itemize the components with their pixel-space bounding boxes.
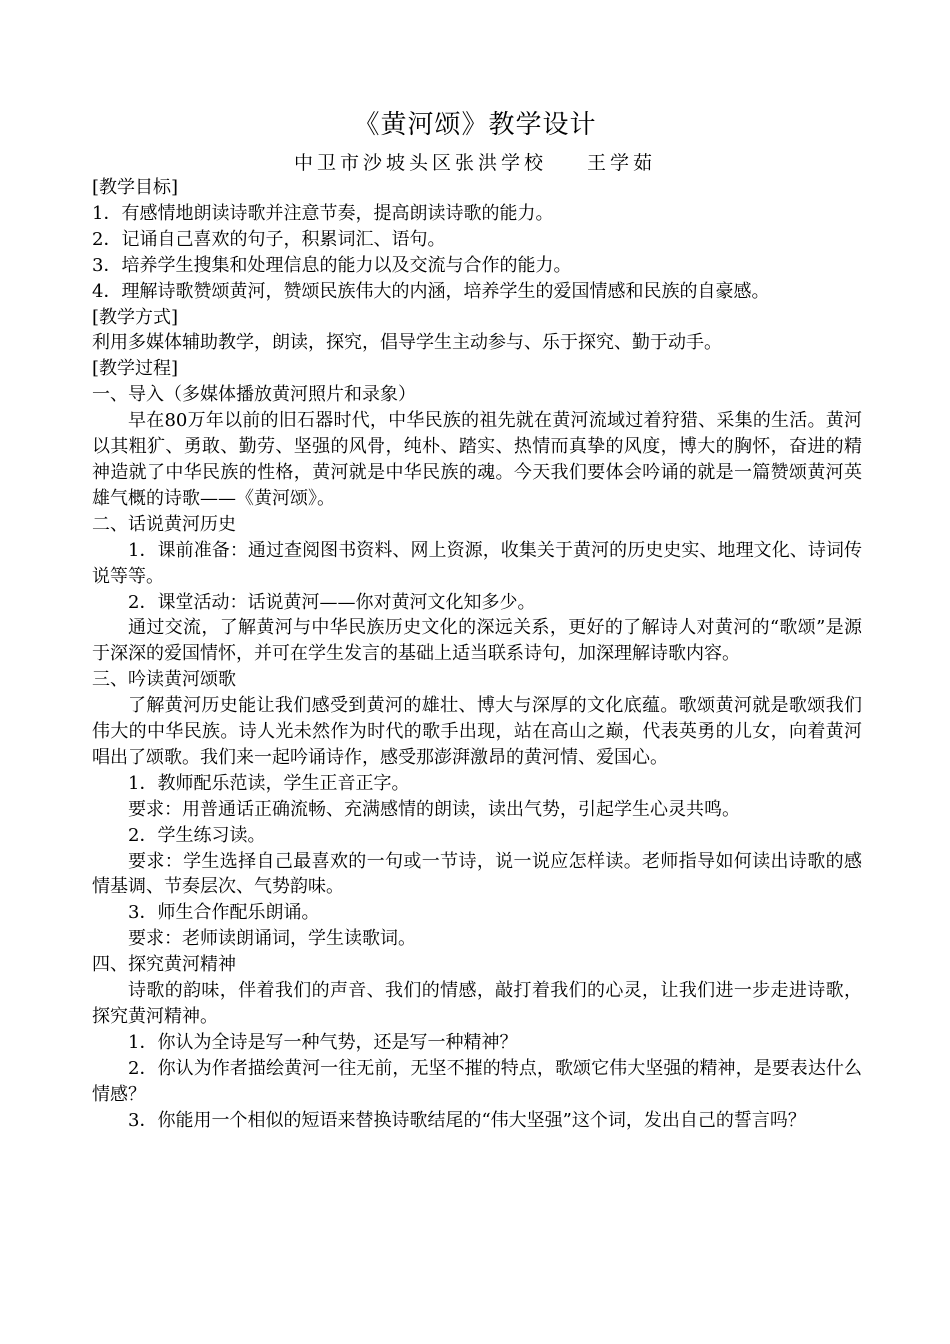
paragraph: [教学目标] xyxy=(92,177,179,198)
document-title: 《黄河颂》教学设计 xyxy=(353,110,597,140)
paragraph: 早在80万年以前的旧石器时代，中华民族的祖先就在黄河流域过着狩猎、采集的生活。黄河以其粗犷、勇敢、勤劳、坚强的风骨，纯朴、踏实、热情而真挚的风度，博大的胸怀，奋进的精神造就了中华民族的性格，黄河就是中华民族的魂。今天我们要体会吟诵的就是一篇赞颂黄河英雄气概的诗歌——《黄河颂》。 xyxy=(92,410,862,509)
paragraph: 了解黄河历史能让我们感受到黄河的雄壮、博大与深厚的文化底蕴。歌颂黄河就是歌颂我们伟大的中华民族。诗人光未然作为时代的歌手出现，站在高山之巅，代表英勇的儿女，向着黄河唱出了颂歌。我们来一起吟诵诗作，感受那澎湃激昂的黄河情、爱国心。 xyxy=(92,695,862,768)
paragraph: 三、吟读黄河颂歌 xyxy=(92,669,236,691)
paragraph: 2．课堂活动：话说黄河——你对黄河文化知多少。 xyxy=(128,591,536,613)
paragraph: 3．你能用一个相似的短语来替换诗歌结尾的“伟大坚强”这个词，发出自己的誓言吗？ xyxy=(128,1109,806,1131)
paragraph: 2．记诵自己喜欢的句子，积累词汇、语句。 xyxy=(92,228,446,250)
paragraph: 1．你认为全诗是写一种气势，还是写一种精神？ xyxy=(128,1031,518,1053)
paragraph: 要求：老师读朗诵词，学生读歌词。 xyxy=(128,928,416,950)
author-name: 王学茹 xyxy=(587,152,657,174)
paragraph: 1．课前准备：通过查阅图书资料、网上资源，收集关于黄河的历史史实、地理文化、诗词传说等等。 xyxy=(92,539,862,587)
paragraph: 要求：用普通话正确流畅、充满感情的朗读，读出气势，引起学生心灵共鸣。 xyxy=(128,798,740,820)
paragraph: 通过交流，了解黄河与中华民族历史文化的深远关系，更好的了解诗人对黄河的“歌颂”是源于深深的爱国情怀，并可在学生发言的基础上适当联系诗句，加深理解诗歌内容。 xyxy=(92,617,862,665)
paragraph: 要求：学生选择自己最喜欢的一句或一节诗，说一说应怎样读。老师指导如何读出诗歌的感情基调、节奏层次、气势韵味。 xyxy=(92,850,862,898)
paragraph: 3．培养学生搜集和处理信息的能力以及交流与合作的能力。 xyxy=(92,254,572,276)
paragraph: 4．理解诗歌赞颂黄河，赞颂民族伟大的内涵，培养学生的爱国情感和民族的自豪感。 xyxy=(92,280,770,302)
paragraph: 一、导入（多媒体播放黄河照片和录象） xyxy=(92,384,416,406)
paragraph: 二、话说黄河历史 xyxy=(92,513,236,535)
paragraph: 1．教师配乐范读，学生正音正字。 xyxy=(128,772,410,794)
school-name: 中卫市沙坡头区张洪学校 xyxy=(293,152,547,174)
paragraph: 四、探究黄河精神 xyxy=(92,954,236,976)
paragraph: 1．有感情地朗读诗歌并注意节奏，提高朗读诗歌的能力。 xyxy=(92,202,554,224)
document-body xyxy=(92,175,862,1134)
paragraph: [教学方式] xyxy=(92,306,179,328)
paragraph: [教学过程] xyxy=(92,358,179,380)
paragraph: 2．你认为作者描绘黄河一往无前，无坚不摧的特点，歌颂它伟大坚强的精神，是要表达什么情感？ xyxy=(92,1057,862,1105)
document-byline xyxy=(0,151,950,175)
paragraph: 利用多媒体辅助教学，朗读，探究，倡导学生主动参与、乐于探究、勤于动手。 xyxy=(92,332,722,354)
paragraph: 3．师生合作配乐朗诵。 xyxy=(128,902,320,924)
paragraph: 2．学生练习读。 xyxy=(128,824,266,846)
paragraph: 诗歌的韵味，伴着我们的声音、我们的情感，敲打着我们的心灵，让我们进一步走进诗歌，探究黄河精神。 xyxy=(92,980,862,1027)
